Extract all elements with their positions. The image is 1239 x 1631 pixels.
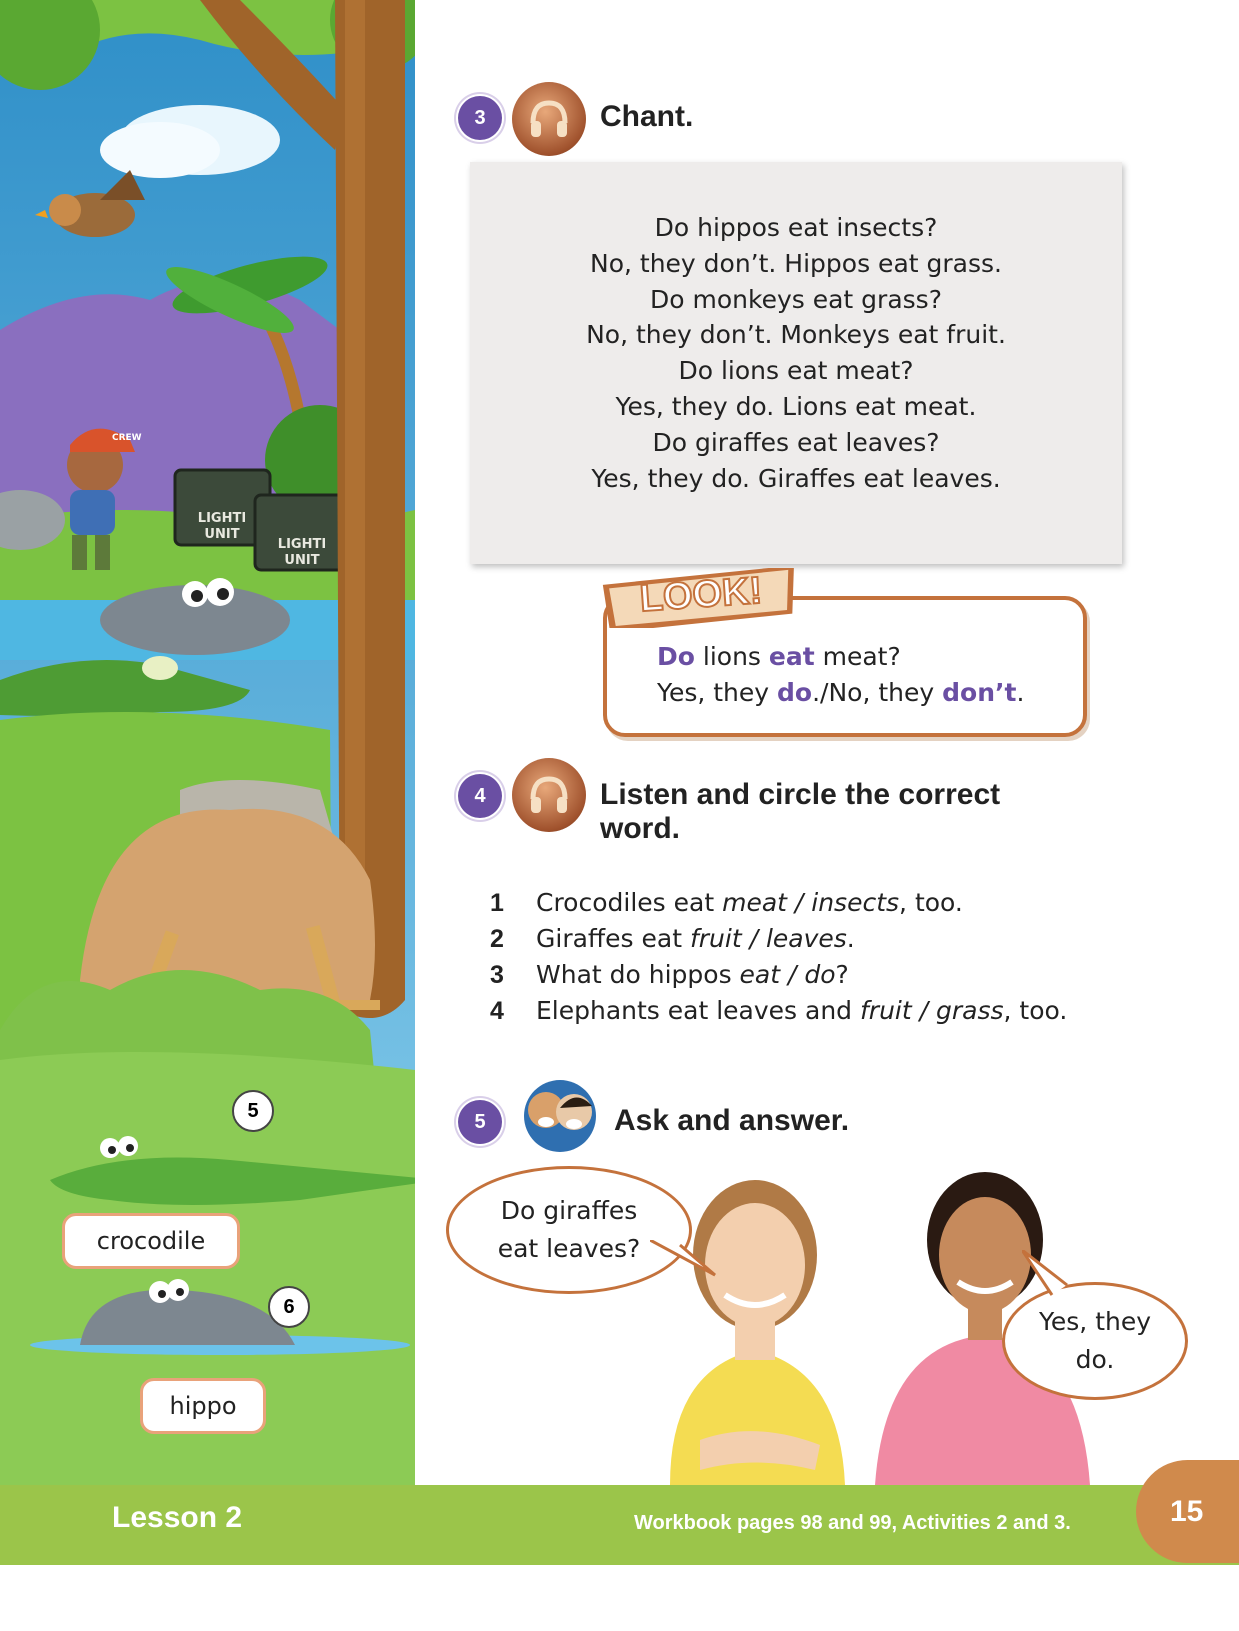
activity-4-number: 4 xyxy=(458,774,502,818)
svg-text:UNIT: UNIT xyxy=(284,553,320,568)
chant-line: Do monkeys eat grass? xyxy=(650,284,942,314)
activity-5-title: Ask and answer. xyxy=(614,1104,850,1137)
chant-line: Yes, they do. Lions eat meat. xyxy=(615,391,977,421)
headphones-icon xyxy=(512,758,586,832)
page-number: 15 xyxy=(1170,1495,1204,1528)
headphones-icon xyxy=(512,82,586,156)
crate-label: LIGHTI xyxy=(197,511,247,526)
list-item: 4 Elephants eat leaves and fruit / grass, too. xyxy=(490,996,1068,1025)
activity-3-number: 3 xyxy=(458,96,502,140)
bubble-tail xyxy=(1022,1250,1072,1300)
chant-line: No, they don’t. Hippos eat grass. xyxy=(590,248,1002,278)
look-answer: Yes, they do./No, they don’t. xyxy=(657,678,1025,707)
speaking-kids-icon xyxy=(512,1078,608,1154)
answer-options[interactable]: eat / do xyxy=(739,960,836,989)
look-badge xyxy=(596,568,806,628)
look-question: Do lions eat meat? xyxy=(657,642,901,671)
chant-line: Do hippos eat insects? xyxy=(654,213,938,242)
chant-line: Do lions eat meat? xyxy=(678,356,914,386)
answer-speech-bubble: Yes, they do. xyxy=(1002,1282,1188,1400)
list-item: 1 Crocodiles eat meat / insects, too. xyxy=(490,888,963,917)
svg-text:UNIT: UNIT xyxy=(204,527,240,542)
activity-5-number: 5 xyxy=(458,1100,502,1144)
activity-4-title: Listen and circle the correct word. xyxy=(600,778,1001,845)
chant-line: No, they don’t. Monkeys eat fruit. xyxy=(586,320,1006,350)
label-hippo: hippo xyxy=(140,1378,266,1434)
svg-text:CREW: CREW xyxy=(112,433,142,443)
list-item: 2 Giraffes eat fruit / leaves. xyxy=(490,924,855,953)
lesson-label: Lesson 2 xyxy=(112,1501,243,1534)
label-crocodile: crocodile xyxy=(62,1213,240,1269)
label-number-5: 5 xyxy=(232,1090,274,1132)
chant-text xyxy=(470,210,1122,496)
answer-options[interactable]: meat / insects xyxy=(722,888,900,917)
question-speech-bubble: Do giraffes eat leaves? xyxy=(446,1166,692,1294)
answer-options[interactable]: fruit / grass xyxy=(860,996,1004,1025)
bubble-tail xyxy=(650,1240,720,1280)
chant-line: Do giraffes eat leaves? xyxy=(652,427,940,457)
label-number-6: 6 xyxy=(268,1286,310,1328)
list-item: 3 What do hippos eat / do? xyxy=(490,960,849,989)
activity-3-title: Chant. xyxy=(600,100,694,133)
answer-options[interactable]: fruit / leaves xyxy=(689,924,847,953)
chant-line: Yes, they do. Giraffes eat leaves. xyxy=(591,463,1001,493)
workbook-reference: Workbook pages 98 and 99, Activities 2 and 3. xyxy=(634,1512,1071,1534)
svg-text:LIGHTI: LIGHTI xyxy=(277,537,327,552)
look-badge-text: LOOK! xyxy=(638,569,764,621)
